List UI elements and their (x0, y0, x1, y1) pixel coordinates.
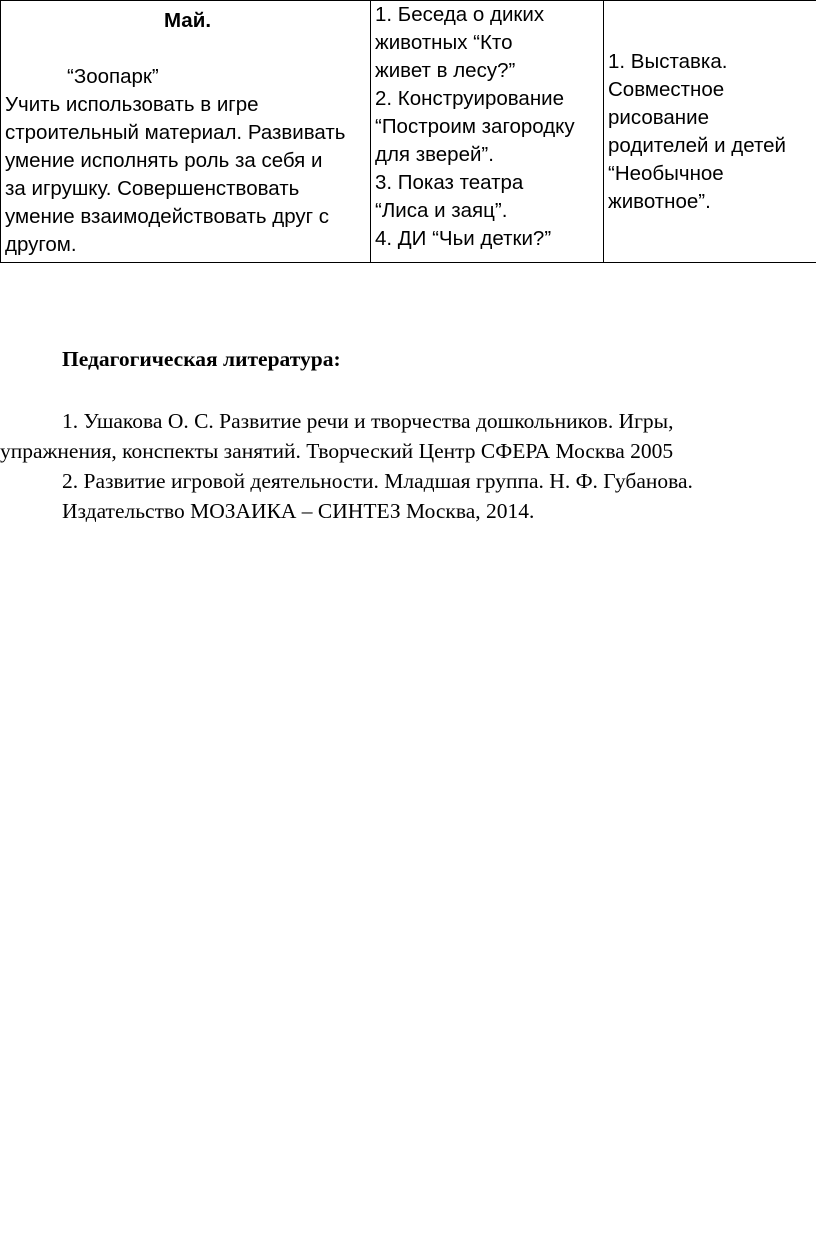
literature-item-line: 2. Развитие игровой деятельности. Младшая группа. Н. Ф. Губанова. (62, 469, 693, 493)
literature-item-line: Издательство МОЗАИКА – СИНТЕЗ Москва, 2014. (62, 499, 535, 523)
literature-item (0, 466, 816, 526)
activity-line: 3. Показ театра (375, 171, 524, 194)
activity-line: для зверей”. (375, 143, 494, 166)
parents-line: рисование (608, 105, 709, 129)
goal-line: строительный материал. Развивать (5, 121, 346, 144)
plan-table (0, 0, 816, 263)
goal-line: Учить использовать в игре (5, 93, 259, 116)
literature-item-line: 1. Ушакова О. С. Развитие речи и творчества дошкольников. Игры, (62, 409, 674, 433)
goal-line: за игрушку. Совершенствовать (5, 177, 300, 200)
goal-line: умение исполнять роль за себя и (5, 149, 323, 172)
activity-line: 4. ДИ “Чьи детки?” (375, 227, 552, 250)
goal-line: другом. (5, 233, 77, 256)
activities-cell (371, 1, 604, 263)
table-row (1, 1, 816, 263)
activity-line: “Построим загородку (375, 115, 575, 138)
literature-section (0, 344, 816, 526)
goal-line: умение взаимодействовать друг с (5, 205, 330, 228)
parents-line: животное”. (608, 189, 711, 213)
literature-item (0, 406, 816, 466)
activity-line: “Лиса и заяц”. (375, 199, 508, 222)
parents-line: “Необычное (608, 161, 724, 185)
activity-line: живет в лесу?” (375, 59, 516, 82)
parents-line: Совместное (608, 77, 725, 101)
theme-title: “Зоопарк” (67, 65, 159, 88)
goal-cell (1, 1, 371, 263)
parents-line: родителей и детей (608, 133, 786, 157)
literature-heading: Педагогическая литература: (62, 347, 341, 371)
month-title: Май. (163, 9, 212, 32)
literature-item-line: упражнения, конспекты занятий. Творческий Центр СФЕРА Москва 2005 (0, 439, 674, 463)
activity-line: 2. Конструирование (375, 87, 565, 110)
activity-line: животных “Кто (375, 31, 513, 54)
activity-line: 1. Беседа о диких (375, 3, 545, 26)
parents-cell (604, 1, 816, 263)
parents-line: 1. Выставка. (608, 49, 728, 73)
